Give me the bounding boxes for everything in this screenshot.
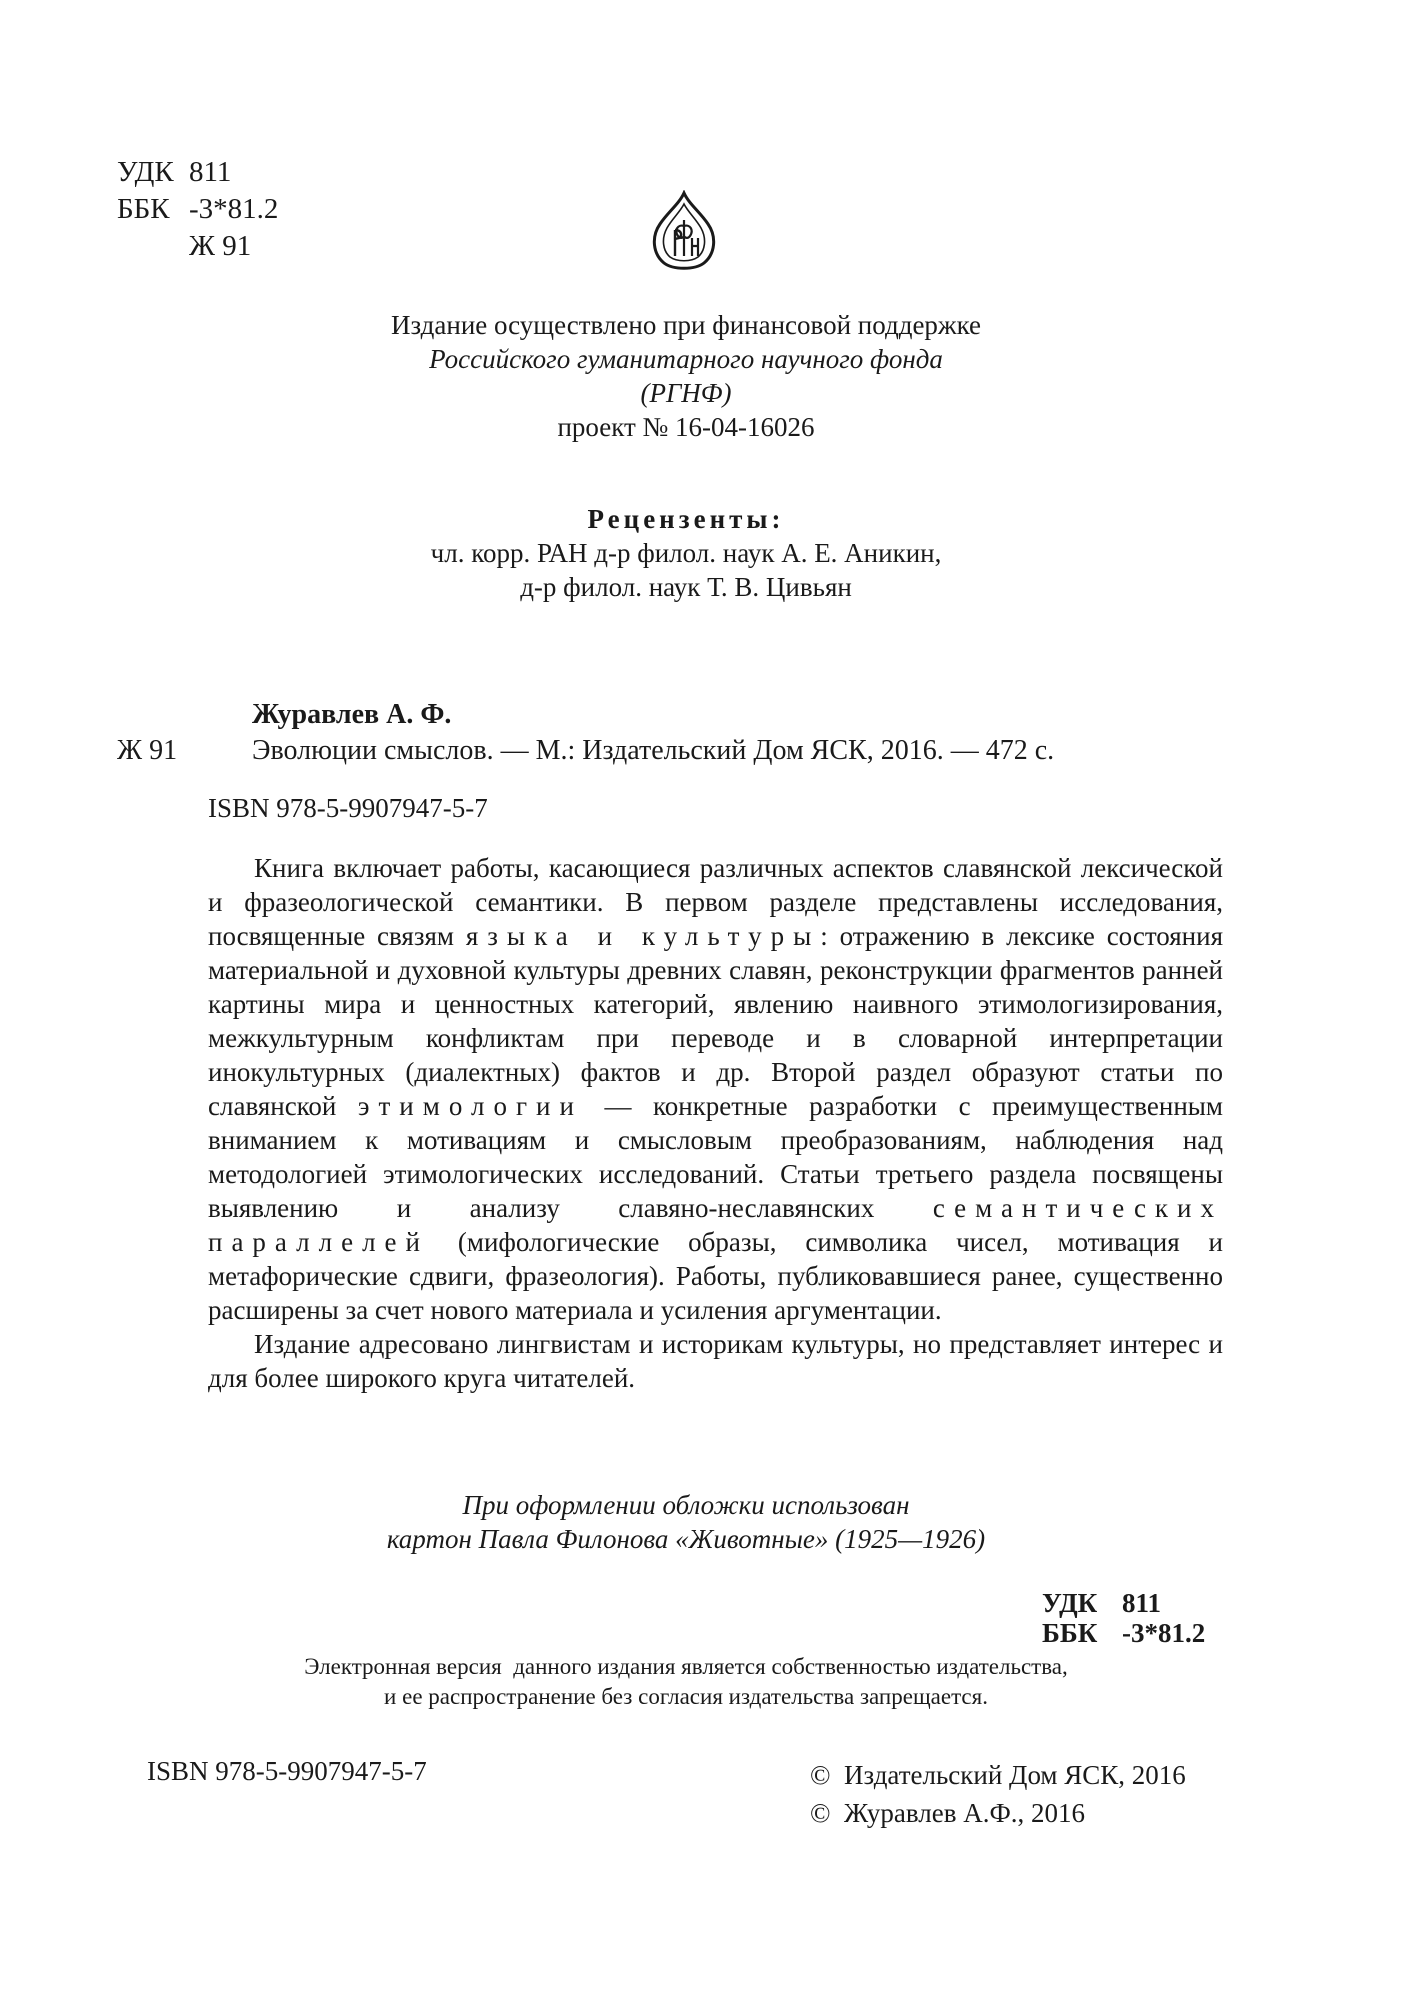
copyright-block [810,1756,1186,1832]
classification-codes-top [117,154,278,265]
rights-line-1: Электронная версия данного издания является собственностью издательства, [304,1654,1068,1679]
rights-line-2: и ее распространение без согласия издательства запрещается. [384,1684,988,1709]
reviewers-heading: Рецензенты: [587,504,785,534]
cover-credit-line-2: картон Павла Филонова «Животные» (1925—1926) [386,1524,986,1554]
annotation-paragraph-2: Издание адресовано лингвистам и историкам культуры, но представляет интерес и для более широкого круга читателей. [208,1329,1223,1393]
udk-label: УДК [117,156,174,188]
funding-line-3: (РГНФ) [640,378,732,408]
funding-line-1: Издание осуществлено при финансовой поддержке [390,310,982,340]
udk-label-bottom: УДК [1042,1588,1098,1618]
rgnf-logo-icon [648,190,720,272]
funding-note [0,308,1372,444]
bibliographic-entry: Эволюции смыслов. — М.: Издательский Дом ЯСК, 2016. — 472 с. [252,735,1055,766]
rights-notice [0,1652,1372,1712]
catalog-number: Ж 91 [117,735,178,766]
funding-line-2: Российского гуманитарного научного фонда [429,344,943,374]
bbk-label: ББК [117,193,170,225]
reviewers-block [0,502,1372,604]
reviewer-2: д-р филол. наук Т. В. Цивьян [520,572,852,602]
funding-line-4: проект № 16-04-16026 [557,412,815,442]
bbk-label-bottom: ББК [1042,1618,1098,1648]
classification-codes-bottom [1042,1588,1205,1648]
copyright-author: © Журавлев А.Ф., 2016 [810,1798,1086,1828]
udk-value: 811 [189,156,232,188]
bbk-value-bottom: -3*81.2 [1122,1618,1206,1648]
isbn-footer: ISBN 978-5-9907947-5-7 [147,1756,427,1786]
annotation [208,851,1223,1395]
author-sign: Ж 91 [189,230,252,262]
copyright-publisher: © Издательский Дом ЯСК, 2016 [810,1760,1186,1790]
annotation-paragraph-1: Книга включает работы, касающиеся различных аспектов славянской лексической и фразеологической семантики. В первом разделе представлены исследования, посвященные связям языка и культуры: отражению в лексике состояния материальной и духовной культуры древних славян, реконструкции фрагментов ранней картины мира и ценностных категорий, явлению наивного этимологизирования, межкультурным конфликтам при переводе и в словарной интерпретации инокультурных (диалектных) фактов и др. Второй раздел образуют статьи по славянской этимологии — конкретные разработки с преимущественным вниманием к мотивациям и смысловым преобразованиям, наблюдения над методологией этимологических исследований. Статьи третьего раздела посвящены выявлению и анализу славяно-неславянских семантических параллелей (мифологические образы, символика чисел, мотивация и метафорические сдвиги, фразеология). Работы, публиковавшиеся ранее, существенно расширены за счет нового материала и усиления аргументации. [208,853,1224,1325]
bbk-value: -3*81.2 [189,193,279,225]
isbn: ISBN 978-5-9907947-5-7 [208,793,488,823]
cover-credit [0,1488,1372,1556]
reviewer-1: чл. корр. РАН д-р филол. наук А. Е. Аникин, [430,538,942,568]
author-name: Журавлев А. Ф. [252,699,452,730]
udk-value-bottom: 811 [1122,1588,1162,1618]
cover-credit-line-1: При оформлении обложки использован [462,1490,910,1520]
